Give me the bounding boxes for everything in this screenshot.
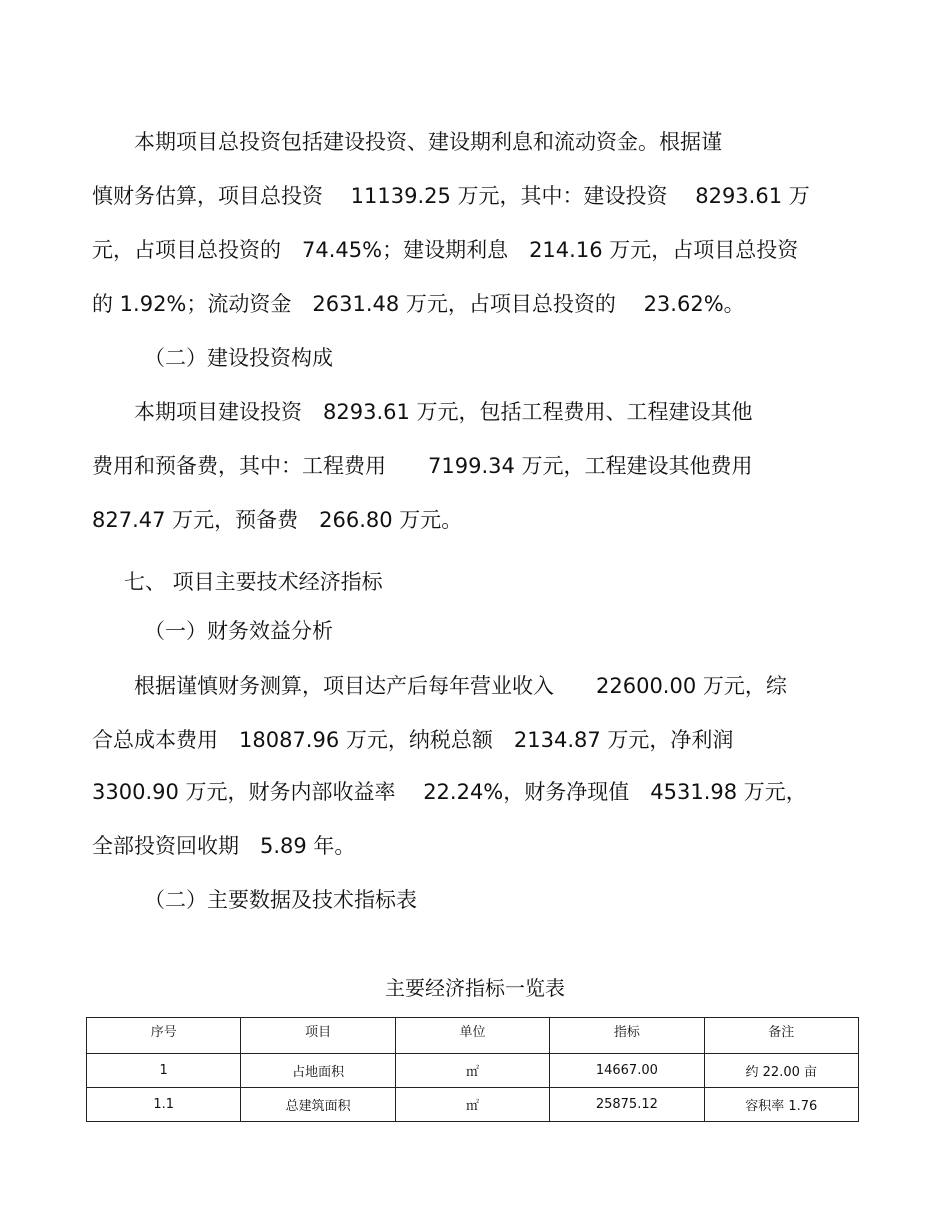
table-row <box>87 1088 859 1122</box>
paragraph-line: 元，占项目总投资的 74.45%；建设期利息 214.16 万元，占项目总投资 <box>92 238 799 262</box>
table-cell: 1 <box>87 1054 241 1088</box>
header-cell-remark: 备注 <box>704 1018 858 1054</box>
table-cell: 约 22.00 亩 <box>704 1054 858 1088</box>
table-cell: 容积率 1.76 <box>704 1088 858 1122</box>
paragraph-line: 827.47 万元，预备费 266.80 万元。 <box>92 508 463 532</box>
subheading-data-table: （二）主要数据及技术指标表 <box>144 888 417 912</box>
paragraph-line: 3300.90 万元，财务内部收益率 22.24%，财务净现值 4531.98 万元， <box>92 780 807 804</box>
table-caption: 主要经济指标一览表 <box>385 976 565 1000</box>
table-cell: ㎡ <box>395 1054 549 1088</box>
header-cell-item: 项目 <box>241 1018 395 1054</box>
header-cell-value: 指标 <box>550 1018 704 1054</box>
paragraph-line: 合总成本费用 18087.96 万元，纳税总额 2134.87 万元，净利润 <box>92 728 734 752</box>
header-cell-index: 序号 <box>87 1018 241 1054</box>
subheading-financial-analysis: （一）财务效益分析 <box>144 619 333 643</box>
paragraph-line: 的 1.92%；流动资金 2631.48 万元，占项目总投资的 23.62%。 <box>92 292 745 316</box>
table-row <box>87 1054 859 1088</box>
paragraph-line: 本期项目总投资包括建设投资、建设期利息和流动资金。根据谨 <box>92 130 722 154</box>
paragraph-line: 全部投资回收期 5.89 年。 <box>92 834 356 858</box>
section-heading: 七、 项目主要技术经济指标 <box>124 570 383 594</box>
paragraph-line: 慎财务估算，项目总投资 11139.25 万元，其中：建设投资 8293.61 万 <box>92 184 810 208</box>
paragraph-line: 本期项目建设投资 8293.61 万元，包括工程费用、工程建设其他 <box>92 400 753 424</box>
indicators-table <box>86 1017 859 1122</box>
paragraph-line: 费用和预备费，其中：工程费用 7199.34 万元，工程建设其他费用 <box>92 454 753 478</box>
table-cell: 总建筑面积 <box>241 1088 395 1122</box>
table-cell: 占地面积 <box>241 1054 395 1088</box>
subheading-investment-composition: （二）建设投资构成 <box>144 346 333 370</box>
paragraph-line: 根据谨慎财务测算，项目达产后每年营业收入 22600.00 万元，综 <box>92 674 787 698</box>
table-cell: 1.1 <box>87 1088 241 1122</box>
table-header-row <box>87 1018 859 1054</box>
table-cell: 14667.00 <box>550 1054 704 1088</box>
table-cell: ㎡ <box>395 1088 549 1122</box>
table-cell: 25875.12 <box>550 1088 704 1122</box>
header-cell-unit: 单位 <box>395 1018 549 1054</box>
